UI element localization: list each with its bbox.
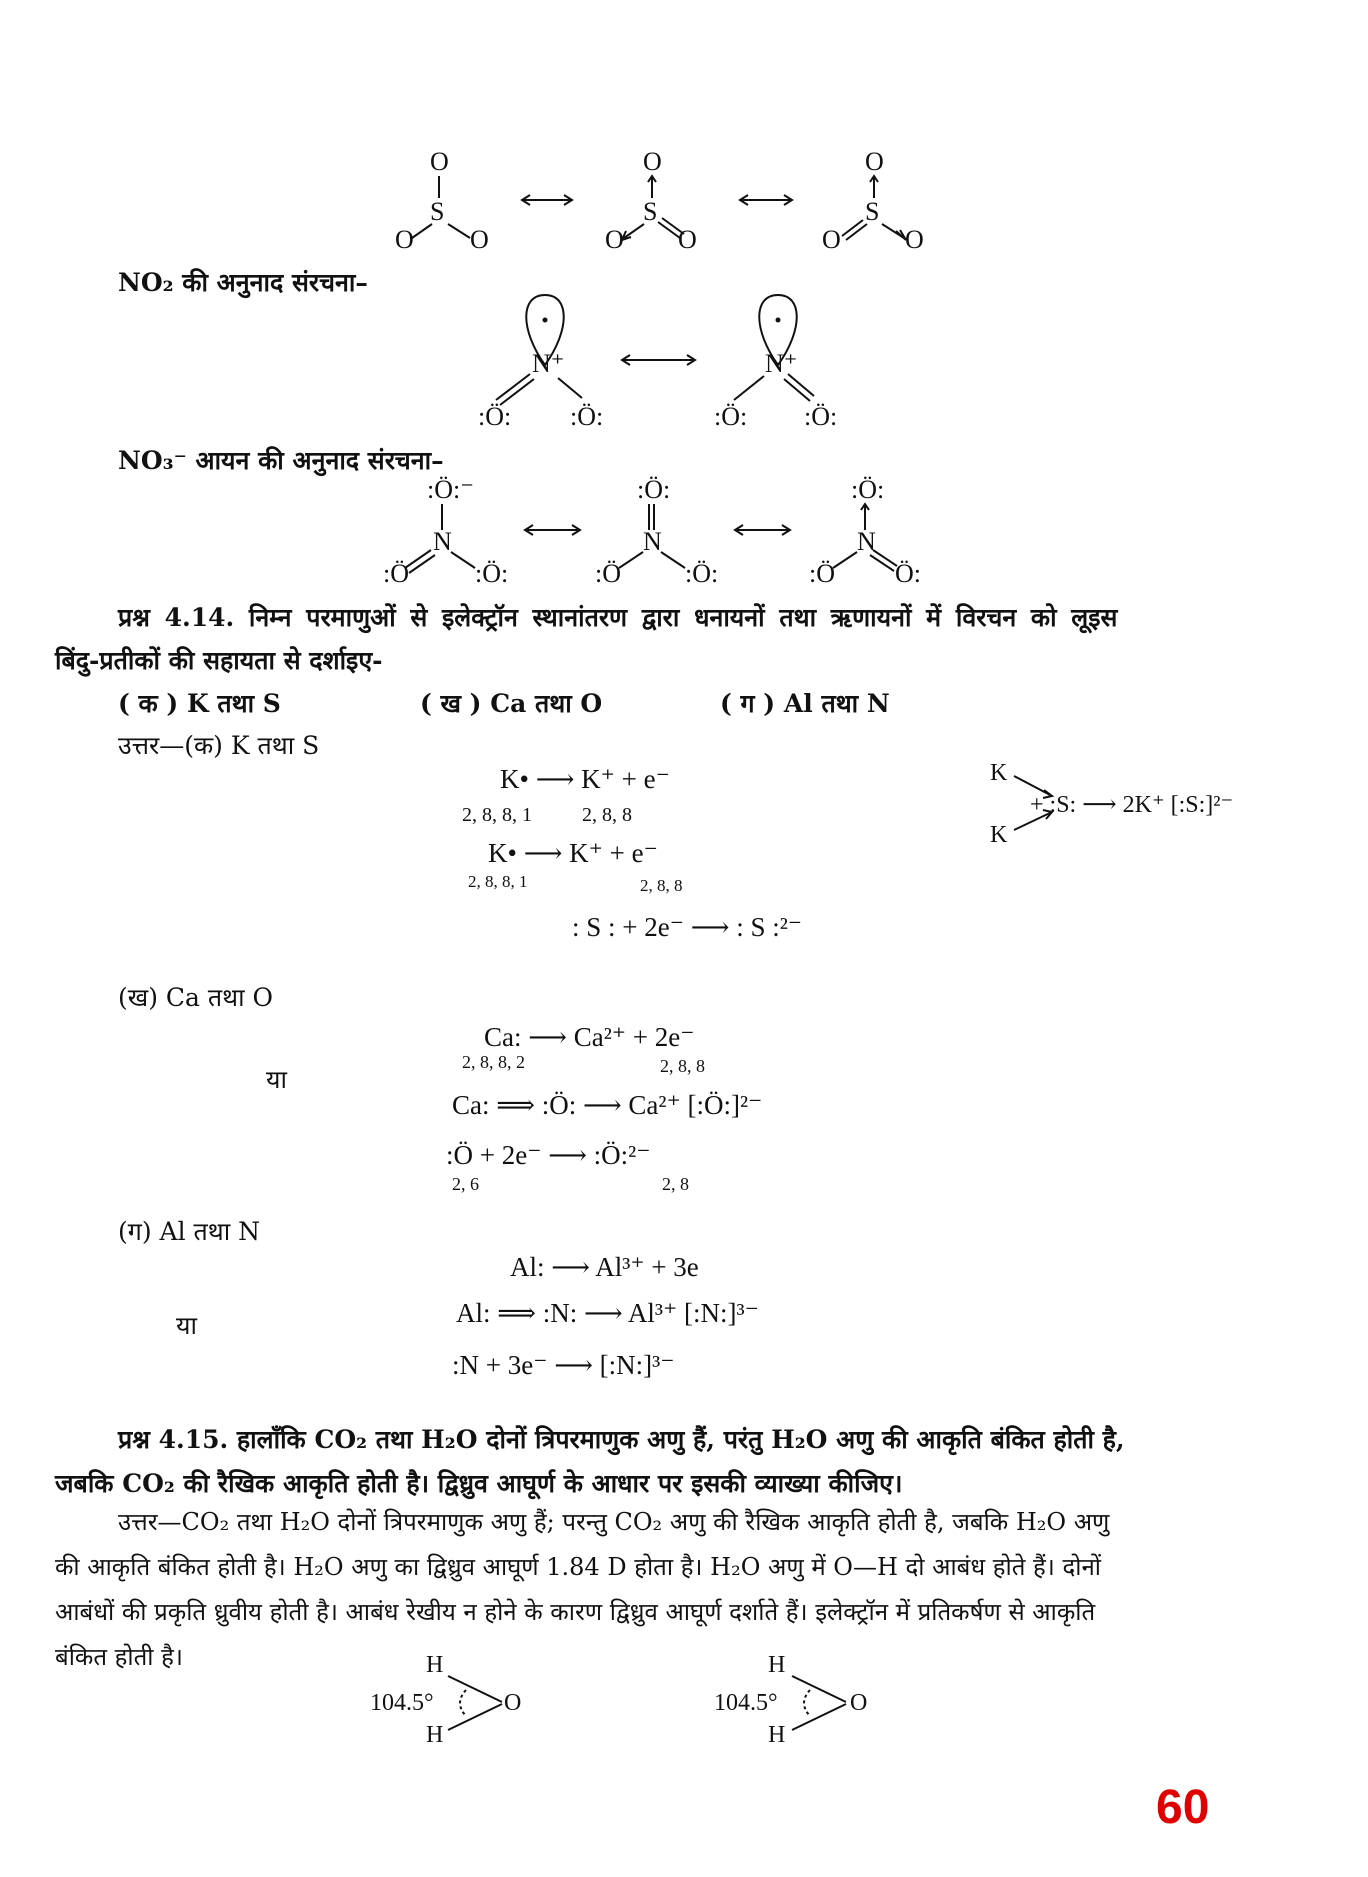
no2-resonance-structures xyxy=(470,290,870,440)
atom-o: O xyxy=(643,147,662,176)
atom-o: :Ö: xyxy=(475,559,509,588)
k-ionization-eq-1: K• ⟶ K⁺ + e⁻ xyxy=(500,764,670,794)
water-o-1: O xyxy=(504,1690,522,1716)
atom-s: S xyxy=(643,197,658,226)
k2s-formation-eq: + :S: ⟶ 2K⁺ [:S:]²⁻ xyxy=(1030,792,1234,818)
atom-o: O xyxy=(470,225,489,254)
atom-o: :Ö: xyxy=(714,402,748,431)
no2-heading: NO₂ की अनुनाद संरचना– xyxy=(118,268,368,297)
atom-n: N xyxy=(433,527,452,556)
water-angle-1: 104.5° xyxy=(370,1690,434,1716)
k-electron-config-1: 2, 8, 8, 1 2, 8, 8 xyxy=(462,804,632,826)
question-4-15-line2: जबकि CO₂ की रैखिक आकृति होती है। द्विध्रुव आघूर्ण के आधार पर इसकी व्याख्या कीजिए। xyxy=(55,1469,903,1498)
atom-n-plus: N⁺ xyxy=(765,349,798,378)
page-number: 60 xyxy=(1156,1781,1210,1834)
answer-4-15-line3: आबंधों की प्रकृति ध्रुवीय होती है। आबंध रेखीय न होने के कारण द्विध्रुव आघूर्ण दर्शाते हैं। इलेक्ट्रॉन में प्रतिकर्षण से आकृति xyxy=(55,1598,1096,1626)
atom-s: S xyxy=(865,197,880,226)
water-h-bottom-2: H xyxy=(768,1722,786,1748)
water-h-top-1: H xyxy=(426,1652,444,1678)
answer-a-label: उत्तर—(क) K तथा S xyxy=(118,731,320,760)
s-reduction-eq: : S : + 2e⁻ ⟶ : S :²⁻ xyxy=(572,912,803,942)
cao-formation-eq: Ca: ⟹ :Ö: ⟶ Ca²⁺ [:Ö:]²⁻ xyxy=(452,1090,763,1120)
no3-heading: NO₃⁻ आयन की अनुनाद संरचना– xyxy=(118,446,444,475)
atom-o: O xyxy=(822,225,841,254)
answer-4-15-line2: की आकृति बंकित होती है। H₂O अणु का द्विध्रुव आघूर्ण 1.84 D होता है। H₂O अणु में O—H दो आबंध होते हैं। दोनों xyxy=(55,1553,1101,1581)
atom-o: :Ö: xyxy=(637,475,671,504)
atom-s: S xyxy=(430,197,445,226)
atom-n-plus: N⁺ xyxy=(532,349,565,378)
k-electron-config-2-right: 2, 8, 8 xyxy=(640,876,683,895)
k-electron-config-2-left: 2, 8, 8, 1 xyxy=(468,872,528,891)
atom-n: N xyxy=(643,527,662,556)
n-reduction-eq: :N + 3e⁻ ⟶ [:N:]³⁻ xyxy=(452,1350,675,1380)
ca-electron-config-left: 2, 8, 8, 2 xyxy=(462,1052,525,1072)
atom-o: Ö: xyxy=(895,559,921,588)
atom-o: O xyxy=(605,225,624,254)
atom-o: :Ö xyxy=(595,559,621,588)
option-a: ( क ) K तथा S xyxy=(118,689,281,718)
atom-o: :Ö: xyxy=(851,475,885,504)
atom-o: O xyxy=(865,147,884,176)
or-label-ca: या xyxy=(266,1065,287,1094)
aln-formation-eq: Al: ⟹ :N: ⟶ Al³⁺ [:N:]³⁻ xyxy=(456,1298,759,1328)
water-h-top-2: H xyxy=(768,1652,786,1678)
water-bonds-1 xyxy=(440,1668,510,1738)
question-4-15-line1: प्रश्न 4.15. हालाँकि CO₂ तथा H₂O दोनों त्रिपरमाणुक अणु हैं, परंतु H₂O अणु की आकृति बंकित होती है, xyxy=(118,1425,1125,1454)
water-o-2: O xyxy=(850,1690,868,1716)
al-ionization-eq: Al: ⟶ Al³⁺ + 3e xyxy=(510,1252,699,1282)
question-4-14-line1: प्रश्न 4.14. निम्न परमाणुओं से इलेक्ट्रॉन स्थानांतरण द्वारा धनायनों तथा ऋणायनों में विरचन को लूइस xyxy=(118,603,1118,632)
atom-o: :Ö xyxy=(809,559,835,588)
atom-o: O xyxy=(678,225,697,254)
atom-n: N xyxy=(857,527,876,556)
water-angle-2: 104.5° xyxy=(714,1690,778,1716)
answer-c-label: (ग) Al तथा N xyxy=(118,1217,261,1246)
atom-o: O xyxy=(430,147,449,176)
k-transfer-arrows xyxy=(1008,768,1068,838)
question-4-14-line2: बिंदु-प्रतीकों की सहायता से दर्शाइए- xyxy=(55,646,383,675)
k-atom-bottom: K xyxy=(990,822,1008,848)
water-h-bottom-1: H xyxy=(426,1722,444,1748)
o-electron-config-left: 2, 6 xyxy=(452,1174,479,1194)
so2-resonance-structures xyxy=(360,140,980,260)
atom-o: :Ö: xyxy=(685,559,719,588)
answer-4-15-line1: उत्तर—CO₂ तथा H₂O दोनों त्रिपरमाणुक अणु हैं; परन्तु CO₂ अणु की रैखिक आकृति होती है, जबकि H₂O अणु xyxy=(118,1508,1110,1536)
answer-4-15-line4: बंकित होती है। xyxy=(55,1643,183,1671)
k-ionization-eq-2: K• ⟶ K⁺ + e⁻ xyxy=(488,838,658,868)
atom-o: :Ö: xyxy=(804,402,838,431)
no3-resonance-structures xyxy=(375,472,955,592)
o-electron-config-right: 2, 8 xyxy=(662,1174,689,1194)
option-b: ( ख ) Ca तथा O xyxy=(420,689,603,718)
atom-o: :Ö:⁻ xyxy=(427,475,474,504)
k-atom-top: K xyxy=(990,760,1008,786)
atom-o: O xyxy=(905,225,924,254)
water-bonds-2 xyxy=(784,1668,854,1738)
atom-o: :Ö: xyxy=(570,402,604,431)
atom-o: :Ö: xyxy=(478,402,512,431)
or-label-al: या xyxy=(176,1311,197,1340)
o-reduction-eq: :Ö + 2e⁻ ⟶ :Ö:²⁻ xyxy=(446,1140,651,1170)
ca-electron-config-right: 2, 8, 8 xyxy=(660,1056,705,1076)
ca-ionization-eq: Ca: ⟶ Ca²⁺ + 2e⁻ xyxy=(484,1022,695,1052)
answer-b-label: (ख) Ca तथा O xyxy=(118,983,274,1012)
option-c: ( ग ) Al तथा N xyxy=(720,689,890,718)
atom-o: O xyxy=(395,225,414,254)
atom-o: :Ö xyxy=(383,559,409,588)
